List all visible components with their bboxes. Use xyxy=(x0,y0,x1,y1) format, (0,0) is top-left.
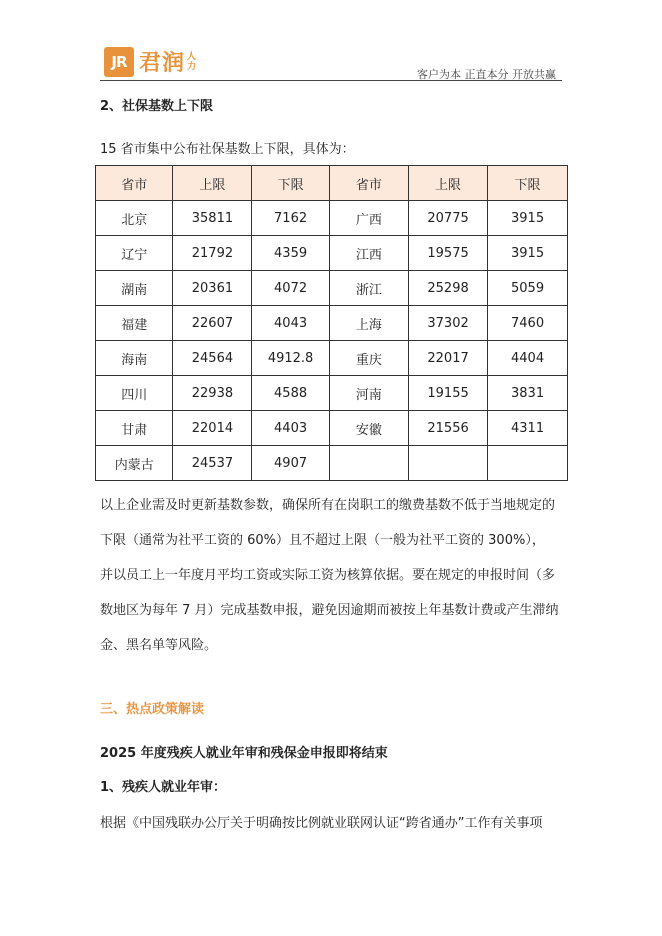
header-cell: 下限 xyxy=(488,166,568,201)
logo-name: 君润 xyxy=(139,51,186,76)
table-cell: 22017 xyxy=(409,341,488,376)
table-row xyxy=(96,341,568,376)
paragraph-line: 以上企业需及时更新基数参数，确保所有在岗职工的缴费基数不低于当地规定的 xyxy=(100,498,556,513)
sub-heading: 1、残疾人就业年审： xyxy=(100,780,227,795)
table-cell: 河南 xyxy=(329,376,408,411)
table-cell: 3915 xyxy=(488,201,568,236)
table-cell: 19575 xyxy=(409,236,488,271)
table-row xyxy=(96,411,568,446)
table-cell: 7162 xyxy=(252,201,329,236)
table-cell: 3831 xyxy=(488,376,568,411)
table-cell xyxy=(329,446,408,481)
table-cell: 海南 xyxy=(96,341,173,376)
table-cell: 江西 xyxy=(329,236,408,271)
paragraph-line: 数地区为每年 7 月）完成基数申报，避免因逾期而被按上年基数计费或产生滞纳 xyxy=(100,603,559,618)
table-cell: 20361 xyxy=(173,271,252,306)
body-text-line: 根据《中国残联办公厅关于明确按比例就业联网认证“跨省通办”工作有关事项 xyxy=(100,816,543,831)
header-cell: 省市 xyxy=(329,166,408,201)
header-cell: 上限 xyxy=(409,166,488,201)
table-cell: 辽宁 xyxy=(96,236,173,271)
table-cell: 上海 xyxy=(329,306,408,341)
table-cell: 北京 xyxy=(96,201,173,236)
table-cell: 22938 xyxy=(173,376,252,411)
header-divider xyxy=(100,80,562,81)
header-cell: 省市 xyxy=(96,166,173,201)
table-cell: 安徽 xyxy=(329,411,408,446)
body-paragraph xyxy=(100,488,568,663)
table-row xyxy=(96,306,568,341)
table-cell: 3915 xyxy=(488,236,568,271)
table-cell: 5059 xyxy=(488,271,568,306)
table-cell: 甘肃 xyxy=(96,411,173,446)
table-cell: 22607 xyxy=(173,306,252,341)
table-cell: 广西 xyxy=(329,201,408,236)
table-header-row xyxy=(96,166,568,201)
logo-sub-top: 人 xyxy=(187,51,197,62)
social-security-base-table xyxy=(95,165,568,481)
page-header xyxy=(100,40,562,82)
paragraph-line: 并以员工上一年度月平均工资或实际工资为核算依据。要在规定的申报时间（多 xyxy=(100,568,556,583)
table-cell: 四川 xyxy=(96,376,173,411)
logo-sub-bottom: 力 xyxy=(187,61,197,72)
table-cell: 7460 xyxy=(488,306,568,341)
table-cell: 4912.8 xyxy=(252,341,329,376)
table-cell xyxy=(488,446,568,481)
table-cell: 19155 xyxy=(409,376,488,411)
table-cell: 22014 xyxy=(173,411,252,446)
table-cell: 25298 xyxy=(409,271,488,306)
table-cell xyxy=(409,446,488,481)
intro-text: 15 省市集中公布社保基数上下限，具体为： xyxy=(100,142,355,157)
table-cell: 4043 xyxy=(252,306,329,341)
company-logo xyxy=(104,46,196,77)
table-cell: 内蒙古 xyxy=(96,446,173,481)
paragraph-line: 金、黑名单等风险。 xyxy=(100,638,218,653)
logo-sub xyxy=(187,52,196,72)
table-row xyxy=(96,376,568,411)
table-row xyxy=(96,271,568,306)
table-cell: 21792 xyxy=(173,236,252,271)
section3-heading: 三、热点政策解读 xyxy=(100,702,205,717)
paragraph-line: 下限（通常为社平工资的 60%）且不超过上限（一般为社平工资的 300%）， xyxy=(100,533,545,548)
table-cell: 4404 xyxy=(488,341,568,376)
logo-mark: JR xyxy=(104,47,134,77)
header-slogan: 客户为本 正直本分 开放共赢 xyxy=(417,68,556,81)
table-cell: 福建 xyxy=(96,306,173,341)
table-row xyxy=(96,201,568,236)
section-heading: 2、社保基数上下限 xyxy=(100,99,214,114)
table-cell: 37302 xyxy=(409,306,488,341)
table-cell: 21556 xyxy=(409,411,488,446)
table-cell: 4588 xyxy=(252,376,329,411)
table-cell: 35811 xyxy=(173,201,252,236)
table-cell: 4072 xyxy=(252,271,329,306)
table-cell: 4311 xyxy=(488,411,568,446)
table-cell: 4359 xyxy=(252,236,329,271)
table-row xyxy=(96,446,568,481)
table-cell: 24564 xyxy=(173,341,252,376)
table-cell: 20775 xyxy=(409,201,488,236)
table-body xyxy=(96,201,568,481)
table-row xyxy=(96,236,568,271)
header-cell: 下限 xyxy=(252,166,329,201)
article-title: 2025 年度残疾人就业年审和残保金申报即将结束 xyxy=(100,746,388,761)
table-cell: 重庆 xyxy=(329,341,408,376)
header-cell: 上限 xyxy=(173,166,252,201)
table-cell: 24537 xyxy=(173,446,252,481)
table-cell: 4907 xyxy=(252,446,329,481)
table-cell: 4403 xyxy=(252,411,329,446)
table-cell: 湖南 xyxy=(96,271,173,306)
table-cell: 浙江 xyxy=(329,271,408,306)
